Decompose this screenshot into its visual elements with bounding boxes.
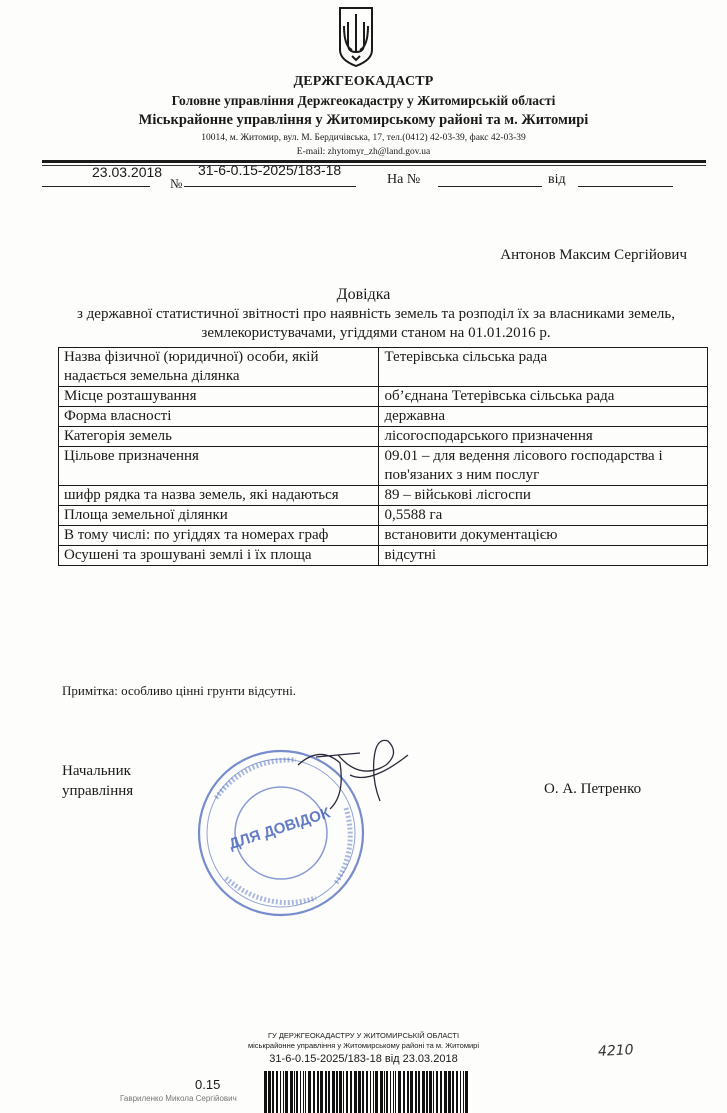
barcode-bar xyxy=(283,1071,284,1113)
barcode-bar xyxy=(339,1071,342,1113)
reference-number: 31-6-0.15-2025/183-18 xyxy=(198,162,342,178)
barcode-bar xyxy=(440,1071,442,1113)
position-line: Начальник xyxy=(62,763,131,779)
barcode-bar xyxy=(384,1071,385,1113)
barcode-bar xyxy=(375,1071,378,1113)
barcode-bar xyxy=(303,1071,304,1113)
barcode-bar xyxy=(373,1071,374,1113)
underline xyxy=(578,186,673,187)
barcode-bar xyxy=(362,1071,364,1113)
barcode-bar xyxy=(280,1071,281,1113)
barcode-bar xyxy=(276,1071,278,1113)
row-label: Цільове призначення xyxy=(59,447,379,486)
barcode-bar xyxy=(465,1071,468,1113)
row-value: об’єднана Тетерівська сільська рада xyxy=(379,387,708,407)
barcode-bar xyxy=(264,1071,267,1113)
barcode-bar xyxy=(386,1071,388,1113)
barcode-bar xyxy=(393,1071,394,1113)
barcode-bar xyxy=(426,1071,428,1113)
barcode-bar xyxy=(390,1071,391,1113)
barcode-bar xyxy=(332,1071,335,1113)
registration-department: міськрайонне управління у Житомирському районі та м. Житомирі xyxy=(247,1041,480,1050)
barcode-bar xyxy=(436,1071,438,1113)
underline xyxy=(438,186,542,187)
trident-emblem-icon xyxy=(338,6,374,68)
barcode-bar xyxy=(452,1071,454,1113)
barcode-bar xyxy=(433,1071,434,1113)
reference-line xyxy=(0,160,727,194)
reference-to-label: На № xyxy=(387,172,421,187)
barcode-bar xyxy=(370,1071,371,1113)
barcode-bar xyxy=(460,1071,461,1113)
row-label: Категорія земель xyxy=(59,427,379,447)
document-subtitle: з державної статистичної звітності про наявність земель та розподіл їх за власниками земель, землекористувачами, угіддями станом на 01.01.2016 р. xyxy=(77,306,675,341)
barcode-bar xyxy=(343,1071,344,1113)
table-row xyxy=(59,546,708,566)
barcode-bar xyxy=(325,1071,327,1113)
underline xyxy=(42,186,150,187)
row-label: Осушені та зрошувані землі і їх площа xyxy=(59,546,379,566)
row-label: Площа земельної ділянки xyxy=(59,506,379,526)
barcode-bar xyxy=(350,1071,352,1113)
barcode-bar xyxy=(358,1071,361,1113)
reference-from-label: від xyxy=(548,172,566,187)
table-row xyxy=(59,526,708,546)
barcode-bar xyxy=(313,1071,315,1113)
barcode-bar xyxy=(354,1071,357,1113)
barcode-bar xyxy=(398,1071,401,1113)
table-row xyxy=(59,447,708,486)
info-table xyxy=(58,347,708,566)
handwritten-signature xyxy=(290,735,420,815)
barcode-bar xyxy=(418,1071,420,1113)
reference-date: 23.03.2018 xyxy=(92,164,163,180)
row-label: Назва фізичної (юридичної) особи, якій надається земельна ділянка xyxy=(59,348,379,387)
row-label: Форма власності xyxy=(59,407,379,427)
barcode-bar xyxy=(317,1071,319,1113)
barcode-bar xyxy=(380,1071,383,1113)
table-row xyxy=(59,486,708,506)
barcode-bar xyxy=(410,1071,413,1113)
row-value: Тетерівська сільська рада xyxy=(379,348,708,387)
row-value: лісогосподарського призначення xyxy=(379,427,708,447)
position-line: управління xyxy=(62,783,134,799)
barcode-bar xyxy=(320,1071,323,1113)
row-value: 89 – військові лісгоспи xyxy=(379,486,708,506)
faint-signatory-text: Гавриленко Микола Сергійович xyxy=(120,1094,237,1103)
address-line: 10014, м. Житомир, вул. М. Бердичівська, 17, тел.(0412) 42-03-39, факс 42-03-39 xyxy=(201,133,526,143)
registration-code: 0.15 xyxy=(195,1077,221,1092)
barcode-bar xyxy=(422,1071,425,1113)
barcode-bar xyxy=(395,1071,396,1113)
barcode-bar xyxy=(308,1071,311,1113)
registration-office: ГУ ДЕРЖГЕОКАДАСТРУ У ЖИТОМИРСЬКІЙ ОБЛАСТІ xyxy=(267,1031,460,1040)
underline xyxy=(184,186,356,187)
barcode-bar xyxy=(444,1071,447,1113)
document-title: Довідка xyxy=(336,286,391,303)
table-row xyxy=(59,407,708,427)
table-row xyxy=(59,506,708,526)
barcode-bar xyxy=(268,1071,271,1113)
row-label: Місце розташування xyxy=(59,387,379,407)
table-row xyxy=(59,387,708,407)
reference-no-label: № xyxy=(170,176,183,191)
barcode-bar xyxy=(366,1071,368,1113)
row-value: відсутні xyxy=(379,546,708,566)
addressee: Антонов Максим Сергійович xyxy=(500,247,687,263)
agency-name: ДЕРЖГЕОКАДАСТР xyxy=(293,74,434,89)
barcode-bar xyxy=(328,1071,330,1113)
barcode-bar xyxy=(336,1071,338,1113)
barcode-bar xyxy=(346,1071,348,1113)
barcode-bar xyxy=(415,1071,417,1113)
barcode-bar xyxy=(290,1071,293,1113)
footnote: Примітка: особливо цінні грунти відсутні. xyxy=(62,683,297,698)
row-value: державна xyxy=(379,407,708,427)
barcode-bar xyxy=(296,1071,298,1113)
signatory-name: О. А. Петренко xyxy=(544,781,642,797)
table-row xyxy=(59,427,708,447)
row-label: В тому числі: по угіддях та номерах граф xyxy=(59,526,379,546)
row-value: 0,5588 га xyxy=(379,506,708,526)
barcode-bar xyxy=(403,1071,405,1113)
barcode-bar xyxy=(300,1071,301,1113)
barcode-bar xyxy=(305,1071,306,1113)
barcode-bar xyxy=(272,1071,274,1113)
email-line: E-mail: zhytomyr_zh@land.gov.ua xyxy=(296,147,431,157)
row-label: шифр рядка та назва земель, які надаються xyxy=(59,486,379,506)
barcode-bar xyxy=(456,1071,458,1113)
barcode-bar xyxy=(429,1071,432,1113)
barcode xyxy=(262,1071,472,1113)
barcode-bar xyxy=(448,1071,451,1113)
main-directorate: Головне управління Держгеокадастру у Житомирській області xyxy=(171,93,556,108)
signatory-position xyxy=(62,761,133,801)
table-row xyxy=(59,348,708,387)
barcode-bar xyxy=(463,1071,464,1113)
row-value: встановити документацією xyxy=(379,526,708,546)
barcode-bar xyxy=(294,1071,295,1113)
barcode-bar xyxy=(285,1071,288,1113)
stamp-text: ДЛЯ ДОВІДОК xyxy=(227,804,333,854)
registration-number: 31-6-0.15-2025/183-18 від 23.03.2018 xyxy=(269,1053,458,1065)
barcode-bar xyxy=(407,1071,409,1113)
row-value: 09.01 – для ведення лісового господарства і пов'язаних з ним послуг xyxy=(379,447,708,486)
handwritten-note: 4210 xyxy=(597,1042,635,1060)
city-directorate: Міськрайонне управління у Житомирському районі та м. Житомирі xyxy=(138,112,589,128)
